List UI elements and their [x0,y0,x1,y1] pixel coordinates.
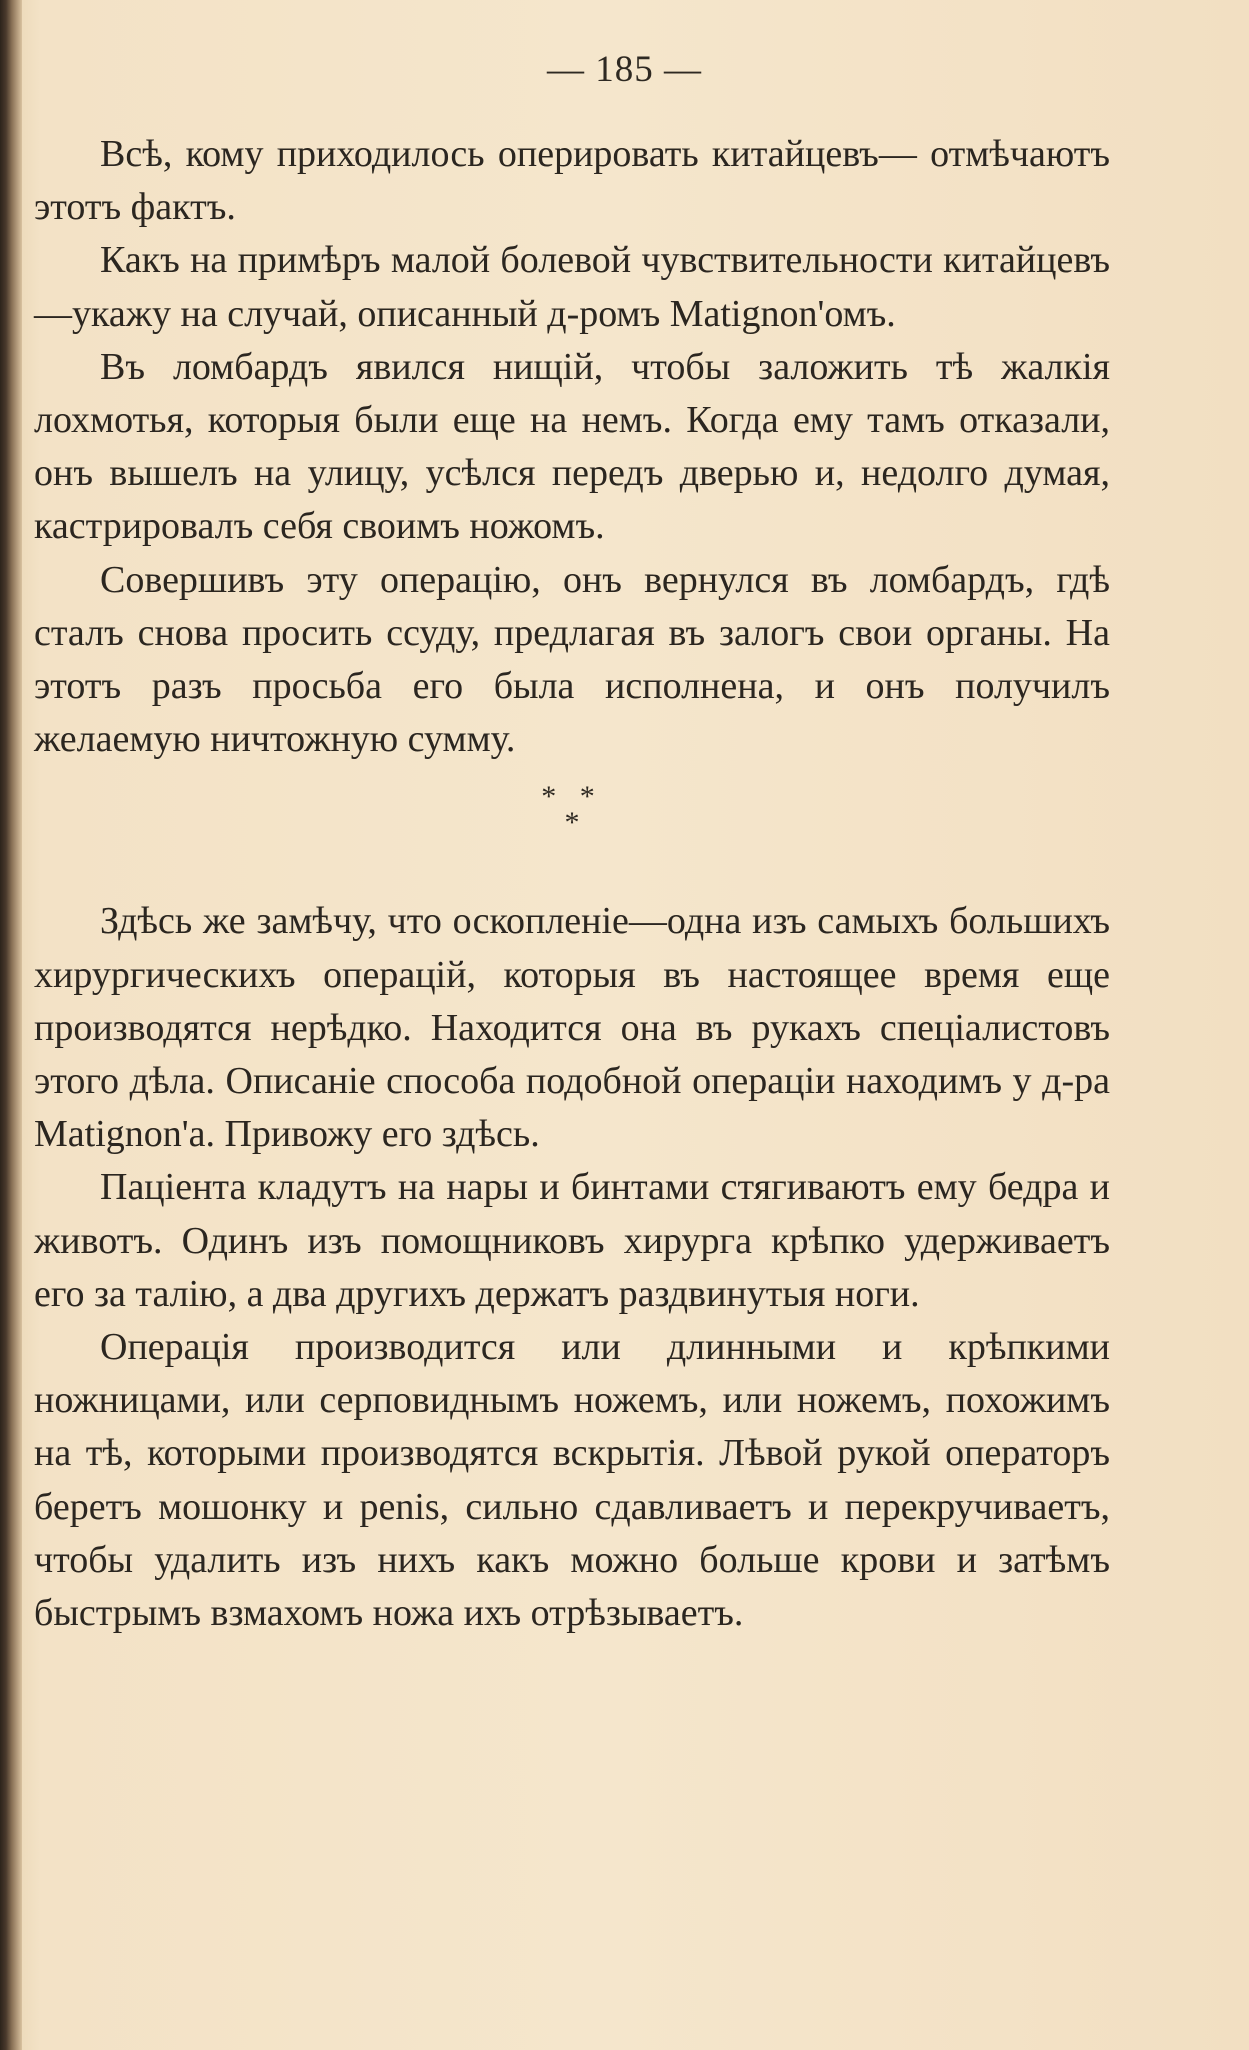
asterism-separator [34,766,1110,895]
asterism-bottom: * [564,806,580,840]
paragraph-2: Какъ на примѣръ малой болевой чувствительности китайцевъ—укажу на случай, описанный д-ромъ Matignon'омъ. [34,239,1110,335]
paragraph-1: Всѣ, кому приходилось оперировать китайцевъ— отмѣчаютъ этотъ фактъ. [34,133,1110,229]
paragraph-3: Въ ломбардъ явился нищiй, чтобы заложить тѣ жалкiя лохмотья, которыя были еще на немъ. Когда ему тамъ отказали, онъ вышелъ на улицу, усѣлся передъ дверью и, недолго думая, кастрировалъ себя своимъ ножомъ. [34,345,1110,548]
paragraph-6: Пацiента кладутъ на нары и бинтами стягиваютъ ему бедра и животъ. Одинъ изъ помощниковъ хирурга крѣпко удерживаетъ его за талiю, а два другихъ держатъ раздвинутыя ноги. [34,1166,1110,1315]
page-number: — 185 — [547,49,702,90]
paragraph-5: Здѣсь же замѣчу, что оскопленiе—одна изъ самыхъ большихъ хирургическихъ операцiй, которыя въ настоящее время еще производятся нерѣдко. Находится она въ рукахъ спецiалистовъ этого дѣла. Описанiе способа подобной операцiи находимъ у д-ра Matignon'а. Привожу его здѣсь. [34,900,1110,1156]
asterism-top: * * [541,780,603,814]
paragraph-7: Операцiя производится или длинными и крѣпкими ножницами, или серповиднымъ ножемъ, или ножемъ, похожимъ на тѣ, которыми производятся вскрытiя. Лѣвой рукой операторъ беретъ мошонку и penis, сильно сдавливаетъ и перекручиваетъ, чтобы удалить изъ нихъ какъ можно больше крови и затѣмъ быстрымъ взмахомъ ножа ихъ отрѣзываетъ. [34,1326,1110,1635]
book-binding-edge [0,0,22,2050]
paragraph-4: Совершивъ эту операцiю, онъ вернулся въ ломбардъ, гдѣ сталъ снова просить ссуду, предлагая въ залогъ свои органы. На этотъ разъ просьба его была исполнена, и онъ получилъ желаемую ничтожную сумму. [34,558,1110,761]
page-text [34,128,1110,1640]
